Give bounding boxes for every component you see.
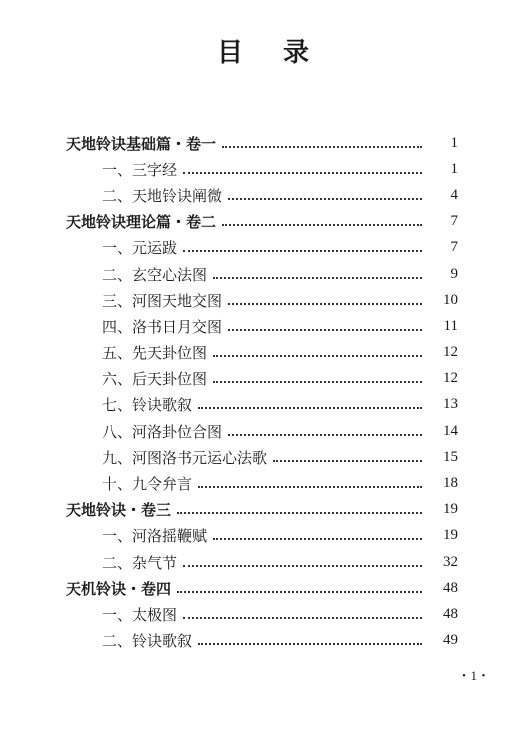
toc-entry-title: 天地铃诀・卷三	[66, 501, 172, 520]
toc-entry-title: 四、洛书日月交图	[102, 317, 223, 336]
toc-entry-title: 八、河洛卦位合图	[102, 422, 223, 441]
toc-page-number: 1	[450, 160, 458, 177]
toc-entry	[0, 261, 528, 287]
toc-entry	[0, 549, 528, 575]
toc-entry-title: 天地铃诀理论篇・卷二	[66, 213, 217, 232]
page-title	[0, 32, 528, 69]
toc-entry	[0, 156, 528, 182]
page-title-char-1: 目	[216, 38, 245, 68]
toc-page-number: 9	[450, 265, 458, 282]
page-title-char-2: 录	[283, 38, 312, 68]
toc-entry-title: 九、河图洛书元运心法歌	[102, 448, 268, 467]
toc-page-number: 11	[443, 317, 458, 334]
toc-page-number: 19	[443, 501, 458, 518]
toc-page-number: 1	[450, 134, 458, 151]
toc-page-number: 12	[443, 344, 458, 361]
toc-page-number: 48	[443, 605, 458, 622]
dot-leader	[198, 642, 422, 645]
toc-entry	[0, 470, 528, 496]
toc-entry	[0, 523, 528, 549]
toc-entry	[0, 366, 528, 392]
toc-part-heading	[0, 575, 528, 601]
toc-entry-title: 天地铃诀基础篇・卷一	[66, 134, 217, 153]
dot-leader	[183, 616, 422, 619]
toc-entry	[0, 182, 528, 208]
toc-entry-title: 一、元运跋	[102, 239, 178, 258]
toc-page-number: 13	[443, 396, 458, 413]
toc-entry	[0, 418, 528, 444]
dot-leader	[273, 459, 422, 462]
dot-leader	[198, 485, 422, 488]
dot-leader	[198, 406, 422, 409]
toc-part-heading	[0, 497, 528, 523]
dot-leader	[183, 171, 422, 174]
toc-page-number: 10	[443, 291, 458, 308]
toc-page-number: 19	[443, 527, 458, 544]
toc-page-number: 12	[443, 370, 458, 387]
toc-entry-title: 二、天地铃诀阐微	[102, 186, 223, 205]
toc-part-heading	[0, 209, 528, 235]
toc-entry-title: 二、玄空心法图	[102, 265, 208, 284]
toc-entry-title: 一、河洛摇鞭赋	[102, 527, 208, 546]
dot-leader	[183, 564, 422, 567]
toc-page-number: 4	[450, 186, 458, 203]
toc-entry-title: 六、后天卦位图	[102, 370, 208, 389]
toc-page-number: 48	[443, 579, 458, 596]
toc-entry	[0, 340, 528, 366]
toc-entry-title: 一、三字经	[102, 160, 178, 179]
toc-entry-title: 二、铃诀歌叙	[102, 632, 193, 651]
toc-entry	[0, 287, 528, 313]
dot-leader	[213, 537, 422, 540]
toc-page-number: 14	[443, 422, 458, 439]
page-number: ・1・	[457, 668, 490, 683]
dot-leader	[228, 197, 422, 200]
dot-leader	[222, 223, 422, 226]
toc-page-number: 18	[443, 475, 458, 492]
toc-entry-title: 天机铃诀・卷四	[66, 579, 172, 598]
toc-entry-title: 七、铃诀歌叙	[102, 396, 193, 415]
dot-leader	[228, 433, 422, 436]
toc-page-number: 32	[443, 553, 458, 570]
toc-entry	[0, 392, 528, 418]
toc-entry-title: 三、河图天地交图	[102, 291, 223, 310]
toc-page-number: 7	[450, 239, 458, 256]
toc-entry	[0, 313, 528, 339]
toc-entry	[0, 628, 528, 654]
dot-leader	[213, 276, 422, 279]
dot-leader	[228, 328, 422, 331]
dot-leader	[213, 354, 422, 357]
toc-entry	[0, 444, 528, 470]
dot-leader	[213, 380, 422, 383]
table-of-contents	[0, 130, 528, 654]
toc-part-heading	[0, 130, 528, 156]
dot-leader	[222, 145, 422, 148]
toc-page-number: 15	[443, 448, 458, 465]
toc-entry-title: 十、九令弁言	[102, 475, 193, 494]
toc-entry-title: 二、杂气节	[102, 553, 178, 572]
toc-entry-title: 一、太极图	[102, 605, 178, 624]
toc-entry	[0, 601, 528, 627]
dot-leader	[177, 590, 422, 593]
toc-entry-title: 五、先天卦位图	[102, 344, 208, 363]
dot-leader	[228, 302, 422, 305]
dot-leader	[183, 249, 422, 252]
toc-page-number: 49	[443, 632, 458, 649]
dot-leader	[177, 511, 422, 514]
toc-entry	[0, 235, 528, 261]
toc-page-number: 7	[450, 213, 458, 230]
